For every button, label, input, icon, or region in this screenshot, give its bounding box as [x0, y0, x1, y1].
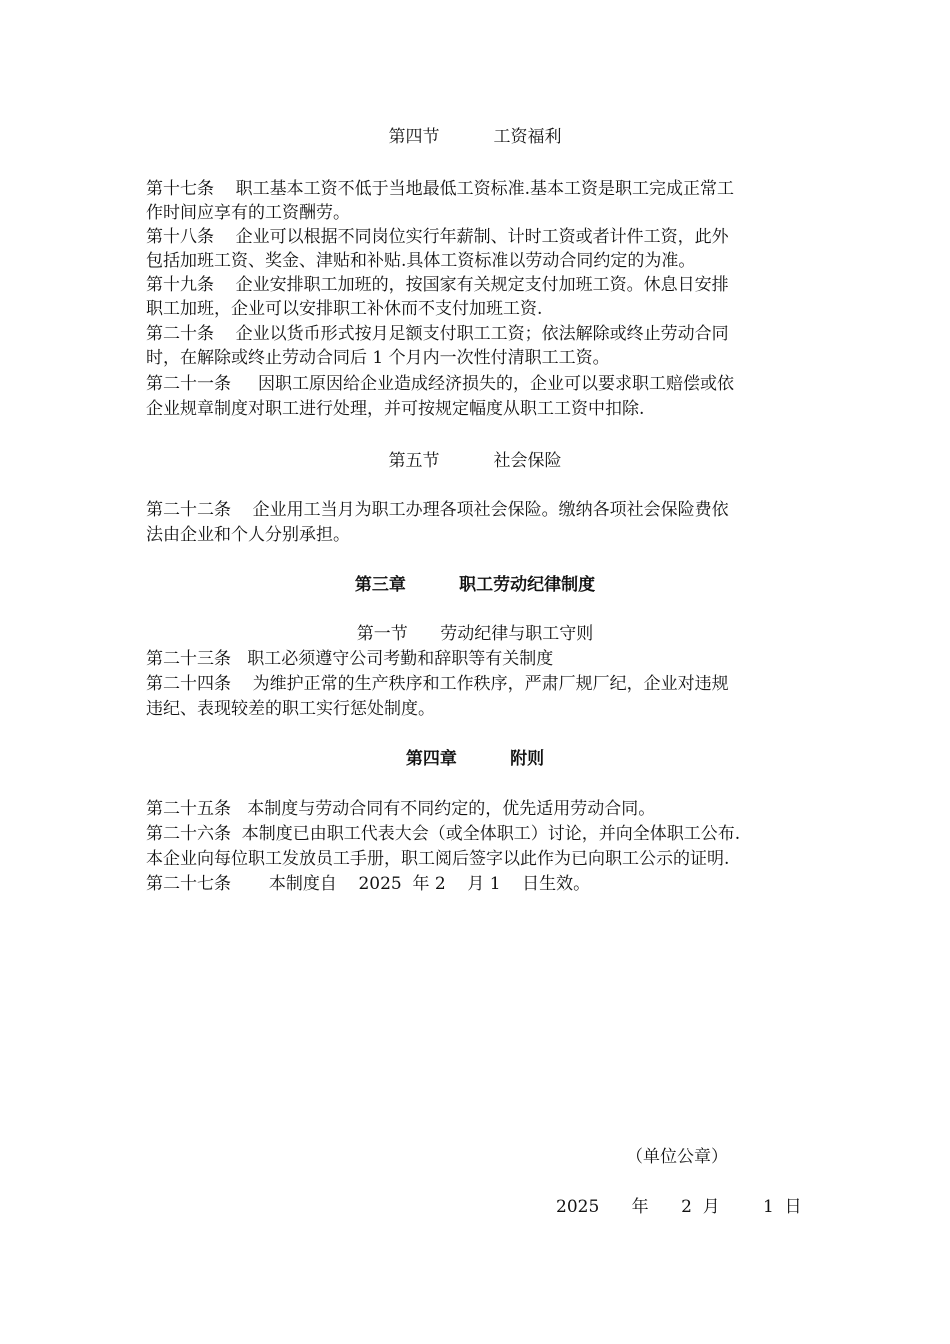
article-21-line-1: 第二十一条 因职工原因给企业造成经济损失的，企业可以要求职工赔偿或依: [146, 374, 735, 394]
article-17-line-2: 作时间应享有的工资酬劳。: [146, 203, 350, 223]
article-18-line-2: 包括加班工资、奖金、津贴和补贴.具体工资标准以劳动合同约定的为准。: [146, 251, 696, 271]
chapter-3-title: 第三章 职工劳动纪律制度: [354, 575, 596, 595]
article-27: 第二十七条 本制度自 2025 年 2 月 1 日生效。: [146, 874, 591, 894]
article-22-line-1: 第二十二条 企业用工当月为职工办理各项社会保险。缴纳各项社会保险费依: [146, 500, 729, 520]
article-21-line-2: 企业规章制度对职工进行处理，并可按规定幅度从职工工资中扣除.: [146, 399, 645, 419]
signature-date: 2025 年 2 月 1 日: [556, 1197, 802, 1217]
unit-seal-label: （单位公章）: [626, 1147, 728, 1167]
article-25: 第二十五条 本制度与劳动合同有不同约定的，优先适用劳动合同。: [146, 799, 656, 819]
article-24-line-2: 违纪、表现较差的职工实行惩处制度。: [146, 699, 435, 719]
chapter-4-title: 第四章 附则: [405, 749, 545, 769]
article-26-line-2: 本企业向每位职工发放员工手册，职工阅后签字以此作为已向职工公示的证明.: [146, 849, 730, 869]
article-23: 第二十三条 职工必须遵守公司考勤和辞职等有关制度: [146, 649, 554, 669]
article-24-line-1: 第二十四条 为维护正常的生产秩序和工作秩序，严肃厂规厂纪，企业对违规: [146, 674, 729, 694]
section-4-title: 第四节 工资福利: [388, 127, 562, 147]
section-5-title: 第五节 社会保险: [388, 451, 562, 471]
article-22-line-2: 法由企业和个人分别承担。: [146, 525, 350, 545]
article-20-line-1: 第二十条 企业以货币形式按月足额支付职工工资；依法解除或终止劳动合同: [146, 324, 729, 344]
chapter-3-section-1-title: 第一节 劳动纪律与职工守则: [356, 624, 594, 644]
article-26-line-1: 第二十六条 本制度已由职工代表大会（或全体职工）讨论，并向全体职工公布.: [146, 824, 741, 844]
article-18-line-1: 第十八条 企业可以根据不同岗位实行年薪制、计时工资或者计件工资，此外: [146, 227, 729, 247]
article-17-line-1: 第十七条 职工基本工资不低于当地最低工资标准.基本工资是职工完成正常工: [146, 179, 735, 199]
article-20-line-2: 时，在解除或终止劳动合同后 1 个月内一次性付清职工工资。: [146, 348, 610, 368]
article-19-line-1: 第十九条 企业安排职工加班的，按国家有关规定支付加班工资。休息日安排: [146, 275, 729, 295]
article-19-line-2: 职工加班，企业可以安排职工补休而不支付加班工资.: [146, 299, 543, 319]
